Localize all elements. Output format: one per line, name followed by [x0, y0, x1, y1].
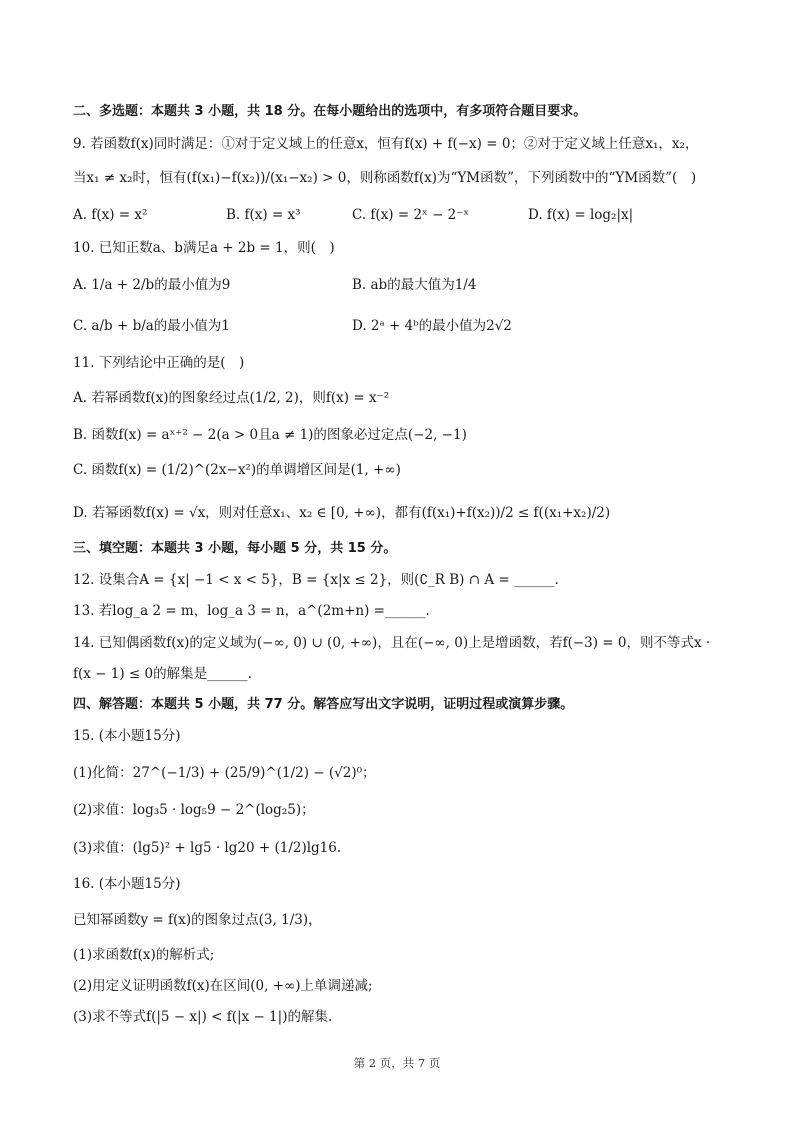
- q10-stem: 10. 已知正数a、b满足a + 2b = 1，则( ): [73, 240, 335, 256]
- q9-option-b: B. f(x) = x³: [226, 207, 301, 223]
- section-fill-blank-header: 三、填空题：本题共 3 小题，每小题 5 分，共 15 分。: [73, 541, 397, 556]
- q15-part3: (3)求值：(lg5)² + lg5 · lg20 + (1/2)lg16.: [73, 840, 342, 856]
- q9-option-c: C. f(x) = 2ˣ − 2⁻ˣ: [352, 207, 470, 223]
- q10-option-a: A. 1/a + 2/b的最小值为9: [73, 277, 231, 293]
- q10-option-c: C. a/b + b/a的最小值为1: [73, 318, 230, 334]
- q9-option-a: A. f(x) = x²: [73, 207, 148, 223]
- q16-part2: (2)用定义证明函数f(x)在区间(0, +∞)上单调递减;: [73, 978, 373, 994]
- q14-line1: 14. 已知偶函数f(x)的定义域为(−∞, 0) ∪ (0, +∞)，且在(−∞, 0)上是增函数，若f(−3) = 0，则不等式x ·: [73, 635, 711, 651]
- q13-text: 13. 若log_a 2 = m，log_a 3 = n，a^(2m+n) =______.: [73, 603, 430, 619]
- section-multiple-choice-header: 二、多选题：本题共 3 小题，共 18 分。在每小题给出的选项中，有多项符合题目要求。: [73, 104, 587, 119]
- q12-text: 12. 设集合A = {x| −1 < x < 5}，B = {x|x ≤ 2}，则(∁_R B) ∩ A = ______.: [73, 572, 559, 588]
- q11-option-c: C. 函数f(x) = (1/2)^(2x−x²)的单调增区间是(1, +∞): [73, 462, 401, 478]
- q11-option-b: B. 函数f(x) = aˣ⁺² − 2(a > 0且a ≠ 1)的图象必过定点(−2, −1): [73, 427, 467, 443]
- q16-part1: (1)求函数f(x)的解析式;: [73, 947, 215, 963]
- q15-title: 15. (本小题15分): [73, 728, 181, 744]
- q15-part1: (1)化简：27^(−1/3) + (25/9)^(1/2) − (√2)⁰；: [73, 765, 376, 781]
- q11-option-a: A. 若幂函数f(x)的图象经过点(1/2, 2)，则f(x) = x⁻²: [73, 390, 390, 406]
- section-solution-header: 四、解答题：本题共 5 小题，共 77 分。解答应写出文字说明，证明过程或演算步骤。: [73, 697, 574, 712]
- page-footer: 第 2 页，共 7 页: [353, 1056, 441, 1070]
- q10-option-b: B. ab的最大值为1/4: [352, 277, 477, 293]
- q11-option-d: D. 若幂函数f(x) = √x，则对任意x₁、x₂ ∈ [0, +∞)，都有(f(x₁)+f(x₂))/2 ≤ f((x₁+x₂)/2): [73, 505, 611, 521]
- q16-title: 16. (本小题15分): [73, 876, 181, 892]
- q9-stem-line2: 当x₁ ≠ x₂时，恒有(f(x₁)−f(x₂))/(x₁−x₂) > 0，则称函数f(x)为“YM函数”，下列函数中的“YM函数”( ): [73, 170, 697, 186]
- q16-part3: (3)求不等式f(|5 − x|) < f(|x − 1|)的解集.: [73, 1009, 333, 1025]
- q9-option-d: D. f(x) = log₂|x|: [528, 207, 634, 223]
- q11-stem: 11. 下列结论中正确的是( ): [73, 355, 245, 371]
- q14-line2: f(x − 1) ≤ 0的解集是______.: [73, 666, 252, 682]
- q9-stem-line1: 9. 若函数f(x)同时满足：①对于定义域上的任意x，恒有f(x) + f(−x) = 0；②对于定义域上任意x₁，x₂，: [73, 136, 699, 152]
- q15-part2: (2)求值：log₃5 · log₅9 − 2^(log₂5)；: [73, 802, 315, 818]
- q10-option-d: D. 2ᵃ + 4ᵇ的最小值为2√2: [352, 318, 512, 334]
- q16-stem: 已知幂函数y = f(x)的图象过点(3, 1/3)，: [73, 912, 322, 928]
